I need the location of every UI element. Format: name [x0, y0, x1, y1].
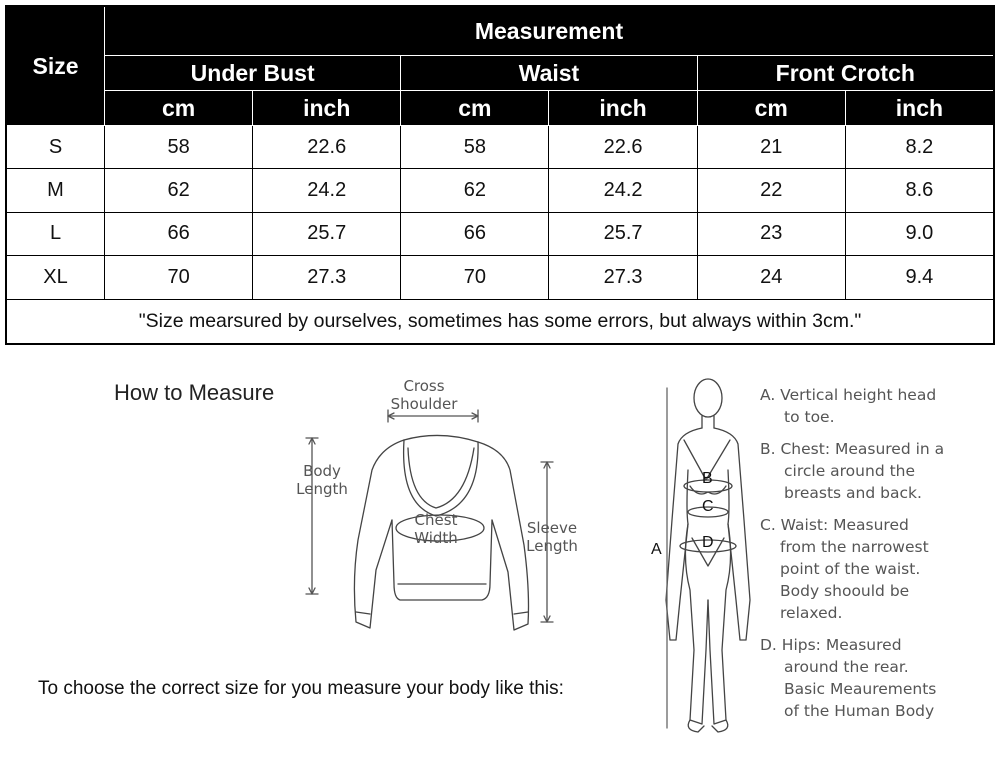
value-cell: 9.0	[845, 212, 993, 255]
how-to-measure-title: How to Measure	[114, 380, 275, 405]
value-cell: 58	[105, 126, 253, 169]
chest-width-label: Chest Width	[414, 511, 458, 547]
waist-marker-c: C	[702, 498, 714, 515]
value-cell: 25.7	[253, 212, 401, 255]
height-marker-a: A	[651, 541, 662, 558]
value-cell: 25.7	[549, 212, 697, 255]
value-cell: 70	[105, 256, 253, 299]
value-cell: 21	[697, 126, 845, 169]
value-cell: 24.2	[549, 169, 697, 212]
value-cell: 58	[401, 126, 549, 169]
hips-marker-d: D	[702, 534, 714, 551]
value-cell: 8.6	[845, 169, 993, 212]
body-length-label: Body Length	[296, 462, 348, 498]
value-cell: 24.2	[253, 169, 401, 212]
note-chest: B. Chest: Measured in a circle around the breasts and back.	[760, 440, 945, 502]
value-cell: 62	[105, 169, 253, 212]
chest-marker-b: B	[702, 470, 713, 487]
value-cell: 66	[401, 212, 549, 255]
size-column-header: Size	[7, 7, 105, 126]
size-disclaimer: "Size mearsured by ourselves, sometimes has some errors, but always within 3cm."	[7, 299, 994, 343]
unit-header: inch	[253, 91, 401, 126]
value-cell: 22.6	[253, 126, 401, 169]
value-cell: 9.4	[845, 256, 993, 299]
unit-header: cm	[697, 91, 845, 126]
value-cell: 70	[401, 256, 549, 299]
size-cell: XL	[7, 256, 105, 299]
value-cell: 23	[697, 212, 845, 255]
human-body-sketch-icon	[666, 379, 750, 732]
value-cell: 8.2	[845, 126, 993, 169]
size-cell: L	[7, 212, 105, 255]
note-hips: D. Hips: Measured around the rear. Basic Meaurements of the Human Body	[760, 636, 937, 720]
front-crotch-header: Front Crotch	[697, 56, 993, 91]
unit-header: cm	[401, 91, 549, 126]
value-cell: 27.3	[253, 256, 401, 299]
under-bust-header: Under Bust	[105, 56, 401, 91]
waist-header: Waist	[401, 56, 697, 91]
measurement-notes	[760, 384, 995, 732]
value-cell: 62	[401, 169, 549, 212]
size-cell: M	[7, 169, 105, 212]
choose-size-instruction: To choose the correct size for you measure your body like this:	[38, 678, 564, 699]
note-waist: C. Waist: Measured from the narrowest point of the waist. Body shoould be relaxed.	[760, 516, 929, 622]
value-cell: 22.6	[549, 126, 697, 169]
unit-header: inch	[549, 91, 697, 126]
measurement-header: Measurement	[105, 7, 994, 56]
unit-header: inch	[845, 91, 993, 126]
size-cell: S	[7, 126, 105, 169]
value-cell: 27.3	[549, 256, 697, 299]
value-cell: 66	[105, 212, 253, 255]
sleeve-length-label: Sleeve Length	[526, 519, 578, 555]
note-height: A. Vertical height head to toe.	[760, 386, 937, 426]
unit-header: cm	[105, 91, 253, 126]
cross-shoulder-label: Cross Shoulder	[390, 377, 458, 413]
value-cell: 24	[697, 256, 845, 299]
value-cell: 22	[697, 169, 845, 212]
